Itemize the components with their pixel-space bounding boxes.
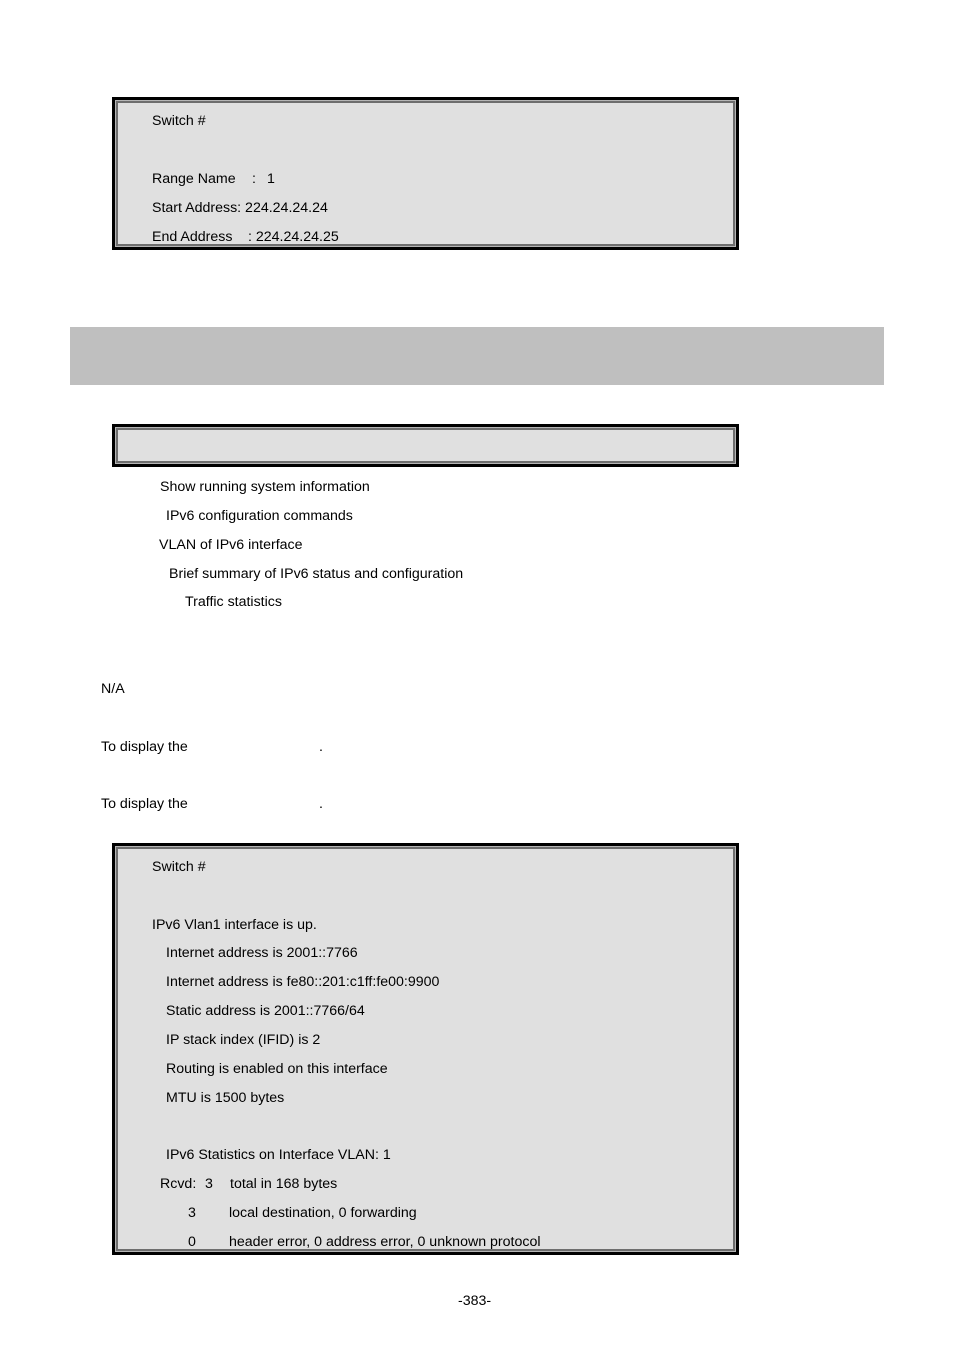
page-number: -383- [458,1293,492,1309]
error-count: 0 [188,1234,196,1250]
default-value: N/A [101,681,125,697]
output-line: Static address is 2001::7766/64 [166,1003,365,1019]
rcvd-count: 3 [205,1176,213,1192]
section-heading-band [70,327,884,385]
local-text: local destination, 0 forwarding [229,1205,417,1221]
start-address-line: Start Address: 224.24.24.24 [152,200,328,216]
output-line: Routing is enabled on this interface [166,1061,388,1077]
command-syntax-box [112,424,739,467]
usage-text-prefix: To display the [101,796,188,812]
output-line: IP stack index (IFID) is 2 [166,1032,321,1048]
output-line: IPv6 Vlan1 interface is up. [152,917,317,933]
rcvd-text: total in 168 bytes [230,1176,338,1192]
parameter-description: Brief summary of IPv6 status and configuration [169,566,464,582]
output-line: Internet address is 2001::7766 [166,945,358,961]
cli-prompt: Switch # [152,859,206,875]
rcvd-label: Rcvd: [160,1176,197,1192]
range-name-separator: : [252,171,256,187]
usage-text-prefix: To display the [101,739,188,755]
error-text: header error, 0 address error, 0 unknown protocol [229,1234,541,1250]
cli-prompt: Switch # [152,113,206,129]
output-line: IPv6 Statistics on Interface VLAN: 1 [166,1147,391,1163]
range-name-label: Range Name [152,171,236,187]
usage-text-suffix: . [319,739,323,755]
parameter-description: IPv6 configuration commands [166,508,353,524]
usage-text-suffix: . [319,796,323,812]
output-line: Internet address is fe80::201:c1ff:fe00:9900 [166,974,440,990]
end-address-label: End Address [152,229,233,245]
range-name-value: 1 [267,171,275,187]
end-address-value: : 224.24.24.25 [248,229,339,245]
local-count: 3 [188,1205,196,1221]
output-line: MTU is 1500 bytes [166,1090,285,1106]
parameter-description: VLAN of IPv6 interface [159,537,303,553]
parameter-description: Show running system information [160,479,370,495]
example-output-box-2 [112,843,739,1255]
parameter-description: Traffic statistics [185,594,282,610]
